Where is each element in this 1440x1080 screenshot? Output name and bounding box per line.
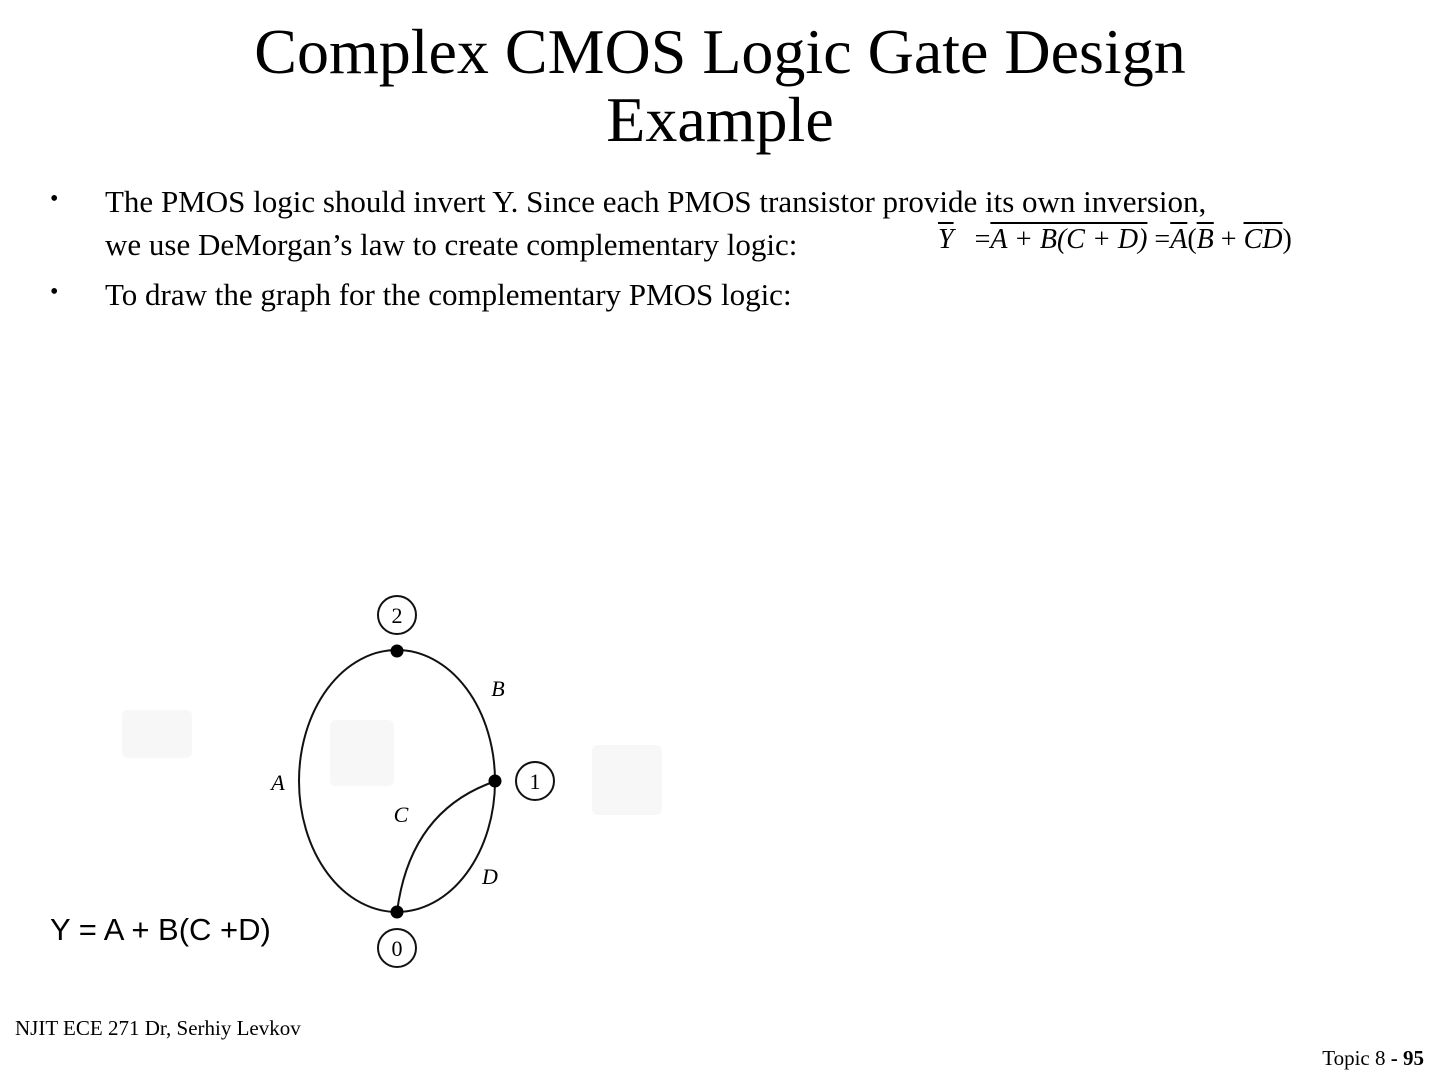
edge-label-d: D: [482, 864, 498, 889]
footer-separator: -: [1385, 1046, 1403, 1070]
eq-equals-1: =: [974, 224, 991, 255]
bullet-dot: •: [50, 186, 59, 212]
bullet-1-line-1: The PMOS logic should invert Y. Since each PMOS transistor provide its own inversion,: [105, 184, 1207, 219]
node-dot-0: [391, 906, 404, 919]
footer-topic: Topic 8: [1322, 1046, 1386, 1070]
eq-middle-term: A + B(C + D): [990, 224, 1148, 255]
node-label-2: 2: [391, 603, 403, 628]
node-label-0: 0: [391, 936, 403, 961]
node-dot-1: [489, 775, 502, 788]
bullet-2-line-1: To draw the graph for the complementary PMOS logic:: [105, 277, 792, 312]
node-dot-2: [391, 645, 404, 658]
title-line-2: Example: [606, 84, 834, 155]
edge-label-b: B: [491, 676, 505, 701]
footer-page-number: [1322, 1046, 1424, 1071]
node-label-1: 1: [529, 769, 541, 794]
graph-outer-loop: [299, 650, 495, 912]
footer-page: 95: [1403, 1046, 1424, 1070]
eq-paren-open: (: [1187, 224, 1197, 255]
bullet-dot: •: [50, 279, 59, 305]
edge-label-a: A: [271, 770, 285, 795]
eq-d-bar: $\overline{D}$: [1262, 224, 1283, 255]
eq-c-bar: $\overline{C}$: [1243, 224, 1263, 255]
title-line-1: Complex CMOS Logic Gate Design: [254, 16, 1186, 87]
eq-y-bar: $\overline{Y}$: [938, 224, 954, 255]
eq-a-bar: $\overline{A}$: [1170, 224, 1188, 255]
logic-expression: Y = A + B(C +D): [50, 912, 271, 947]
edge-label-c: C: [393, 802, 409, 827]
eq-b-bar: $\overline{B}$: [1196, 224, 1214, 255]
eq-equals-2: =: [1154, 224, 1171, 255]
eq-paren-close: ): [1282, 224, 1292, 255]
eq-plus: +: [1213, 224, 1244, 255]
bullet-1-line-2: we use DeMorgan’s law to create complementary logic:: [105, 227, 798, 262]
footer-course: NJIT ECE 271 Dr, Serhiy Levkov: [15, 1016, 301, 1040]
